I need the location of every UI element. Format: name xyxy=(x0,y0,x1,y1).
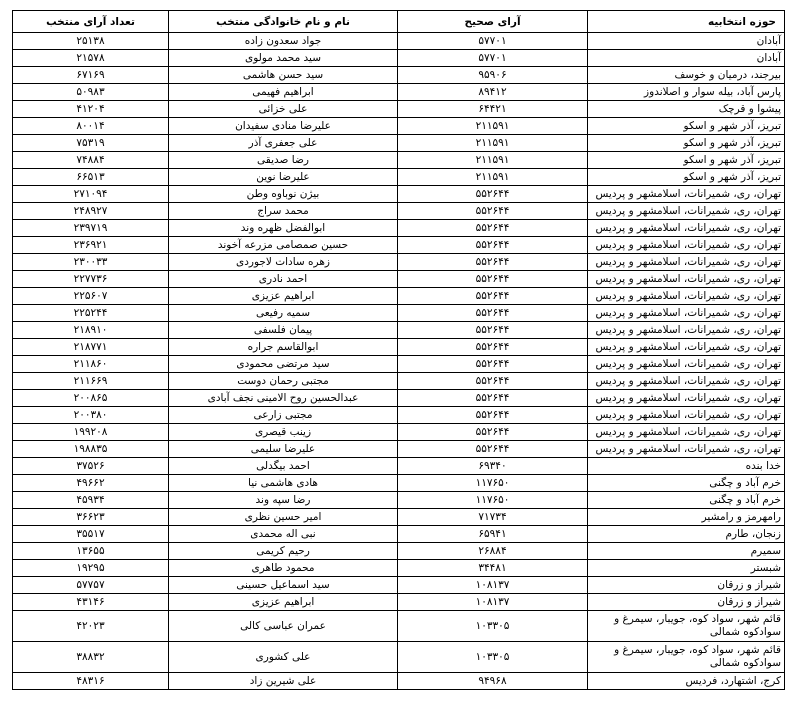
table-row xyxy=(13,186,785,203)
cell-candidate: سید محمد مولوی xyxy=(169,50,398,67)
cell-candidate: احمد بیگدلی xyxy=(169,458,398,475)
cell-candidate: محمد سراج xyxy=(169,203,398,220)
cell-district: تهران، ری، شمیرانات، اسلامشهر و پردیس xyxy=(588,186,785,203)
cell-district: تهران، ری، شمیرانات، اسلامشهر و پردیس xyxy=(588,288,785,305)
cell-candidate: نبی اله محمدی xyxy=(169,526,398,543)
cell-candidate-votes: ۲۳۰۰۳۳ xyxy=(13,254,169,271)
cell-candidate-votes: ۲۰۰۸۶۵ xyxy=(13,390,169,407)
table-row xyxy=(13,33,785,50)
table-row xyxy=(13,577,785,594)
cell-candidate-votes: ۵۷۷۵۷ xyxy=(13,577,169,594)
cell-district: تهران، ری، شمیرانات، اسلامشهر و پردیس xyxy=(588,390,785,407)
cell-candidate: رضا صدیقی xyxy=(169,152,398,169)
cell-candidate-votes: ۲۱۸۹۱۰ xyxy=(13,322,169,339)
header-row xyxy=(13,11,785,33)
table-row xyxy=(13,271,785,288)
cell-candidate: زهره سادات لاجوردی xyxy=(169,254,398,271)
cell-district: قائم شهر، سواد کوه، جویبار، سیمرغ و سوادکوه شمالی xyxy=(588,642,785,673)
cell-candidate: علی کشوری xyxy=(169,642,398,673)
cell-district: تبریز، آذر شهر و اسکو xyxy=(588,152,785,169)
table-row xyxy=(13,101,785,118)
cell-valid-votes: ۲۱۱۵۹۱ xyxy=(398,135,588,152)
table-row xyxy=(13,509,785,526)
cell-candidate-votes: ۲۱۱۸۶۰ xyxy=(13,356,169,373)
cell-candidate-votes: ۳۵۵۱۷ xyxy=(13,526,169,543)
table-row xyxy=(13,594,785,611)
table-row xyxy=(13,203,785,220)
cell-district: تهران، ری، شمیرانات، اسلامشهر و پردیس xyxy=(588,237,785,254)
cell-valid-votes: ۶۴۴۲۱ xyxy=(398,101,588,118)
cell-district: آبادان xyxy=(588,50,785,67)
cell-candidate: ابراهیم عزیزی xyxy=(169,594,398,611)
cell-candidate-votes: ۵۰۹۸۳ xyxy=(13,84,169,101)
cell-district: سمیرم xyxy=(588,543,785,560)
cell-candidate-votes: ۲۳۶۹۲۱ xyxy=(13,237,169,254)
table-row xyxy=(13,84,785,101)
cell-district: رامهرمز و رامشیر xyxy=(588,509,785,526)
cell-candidate-votes: ۳۸۸۳۲ xyxy=(13,642,169,673)
cell-district: تهران، ری، شمیرانات، اسلامشهر و پردیس xyxy=(588,254,785,271)
cell-district: آبادان xyxy=(588,33,785,50)
cell-valid-votes: ۵۷۷۰۱ xyxy=(398,50,588,67)
table-row xyxy=(13,254,785,271)
table-row xyxy=(13,543,785,560)
cell-valid-votes: ۵۵۲۶۴۴ xyxy=(398,288,588,305)
cell-candidate: زینب قیصری xyxy=(169,424,398,441)
cell-district: شبستر xyxy=(588,560,785,577)
cell-candidate-votes: ۴۳۱۴۶ xyxy=(13,594,169,611)
table-row xyxy=(13,356,785,373)
cell-valid-votes: ۵۵۲۶۴۴ xyxy=(398,322,588,339)
cell-valid-votes: ۱۱۷۶۵۰ xyxy=(398,492,588,509)
cell-district: تبریز، آذر شهر و اسکو xyxy=(588,169,785,186)
cell-valid-votes: ۵۵۲۶۴۴ xyxy=(398,271,588,288)
cell-candidate-votes: ۴۲۰۲۳ xyxy=(13,611,169,642)
cell-valid-votes: ۵۵۲۶۴۴ xyxy=(398,339,588,356)
table-row xyxy=(13,407,785,424)
cell-district: تهران، ری، شمیرانات، اسلامشهر و پردیس xyxy=(588,305,785,322)
cell-candidate-votes: ۴۸۳۱۶ xyxy=(13,673,169,690)
table-row xyxy=(13,169,785,186)
cell-valid-votes: ۲۱۱۵۹۱ xyxy=(398,118,588,135)
cell-district: تهران، ری، شمیرانات، اسلامشهر و پردیس xyxy=(588,356,785,373)
cell-candidate: علی شیرین زاد xyxy=(169,673,398,690)
table-row xyxy=(13,220,785,237)
cell-candidate-votes: ۲۰۰۳۸۰ xyxy=(13,407,169,424)
cell-district: تبریز، آذر شهر و اسکو xyxy=(588,135,785,152)
cell-candidate: مجتبی زارعی xyxy=(169,407,398,424)
cell-valid-votes: ۹۵۹۰۶ xyxy=(398,67,588,84)
cell-candidate-votes: ۲۱۱۶۶۹ xyxy=(13,373,169,390)
table-row xyxy=(13,611,785,642)
cell-valid-votes: ۵۵۲۶۴۴ xyxy=(398,407,588,424)
cell-candidate-votes: ۲۴۸۹۲۷ xyxy=(13,203,169,220)
table-row xyxy=(13,424,785,441)
cell-valid-votes: ۵۵۲۶۴۴ xyxy=(398,186,588,203)
cell-district: خدا بنده xyxy=(588,458,785,475)
cell-candidate: سید مرتضی محمودی xyxy=(169,356,398,373)
table-row xyxy=(13,322,785,339)
results-table xyxy=(12,10,785,690)
cell-candidate: رحیم کریمی xyxy=(169,543,398,560)
table-row xyxy=(13,560,785,577)
cell-district: تبریز، آذر شهر و اسکو xyxy=(588,118,785,135)
table-row xyxy=(13,441,785,458)
cell-valid-votes: ۶۹۳۴۰ xyxy=(398,458,588,475)
table-row xyxy=(13,492,785,509)
cell-candidate: بیژن نوباوه وطن xyxy=(169,186,398,203)
cell-candidate: مجتبی رحمان دوست xyxy=(169,373,398,390)
cell-candidate-votes: ۱۹۲۹۵ xyxy=(13,560,169,577)
cell-candidate: ابوالفضل ظهره وند xyxy=(169,220,398,237)
cell-district: تهران، ری، شمیرانات، اسلامشهر و پردیس xyxy=(588,271,785,288)
cell-valid-votes: ۱۰۸۱۳۷ xyxy=(398,577,588,594)
cell-district: زنجان، طارم xyxy=(588,526,785,543)
cell-candidate: علی جعفری آذر xyxy=(169,135,398,152)
cell-candidate-votes: ۱۹۹۲۰۸ xyxy=(13,424,169,441)
cell-district: خرم آباد و چگنی xyxy=(588,475,785,492)
cell-valid-votes: ۱۰۳۳۰۵ xyxy=(398,611,588,642)
cell-valid-votes: ۲۱۱۵۹۱ xyxy=(398,152,588,169)
table-row xyxy=(13,67,785,84)
table-row xyxy=(13,118,785,135)
table-row xyxy=(13,475,785,492)
cell-candidate: سمیه رفیعی xyxy=(169,305,398,322)
cell-candidate: ابوالقاسم جراره xyxy=(169,339,398,356)
cell-valid-votes: ۵۵۲۶۴۴ xyxy=(398,305,588,322)
cell-district: تهران، ری، شمیرانات، اسلامشهر و پردیس xyxy=(588,322,785,339)
cell-valid-votes: ۵۵۲۶۴۴ xyxy=(398,237,588,254)
table-row xyxy=(13,50,785,67)
cell-candidate: امیر حسین نظری xyxy=(169,509,398,526)
cell-district: خرم آباد و چگنی xyxy=(588,492,785,509)
cell-candidate-votes: ۲۱۵۷۸ xyxy=(13,50,169,67)
cell-candidate: سید اسماعیل حسینی xyxy=(169,577,398,594)
cell-district: تهران، ری، شمیرانات، اسلامشهر و پردیس xyxy=(588,407,785,424)
cell-candidate: ابراهیم عزیزی xyxy=(169,288,398,305)
header-candidate-votes: تعداد آرای منتخب xyxy=(13,11,169,33)
cell-candidate-votes: ۲۲۷۷۳۶ xyxy=(13,271,169,288)
header-valid-votes: آرای صحیح xyxy=(398,11,588,33)
table-row xyxy=(13,135,785,152)
cell-candidate-votes: ۷۵۳۱۹ xyxy=(13,135,169,152)
cell-district: پارس آباد، بیله سوار و اصلاندوز xyxy=(588,84,785,101)
cell-candidate-votes: ۳۷۵۲۶ xyxy=(13,458,169,475)
header-district: حوزه انتخابیه xyxy=(588,11,785,33)
cell-candidate: علیرضا سلیمی xyxy=(169,441,398,458)
cell-valid-votes: ۹۴۹۶۸ xyxy=(398,673,588,690)
cell-candidate-votes: ۴۵۹۳۴ xyxy=(13,492,169,509)
cell-candidate: علی خزائی xyxy=(169,101,398,118)
table-row xyxy=(13,339,785,356)
table-row xyxy=(13,390,785,407)
cell-valid-votes: ۲۶۸۸۴ xyxy=(398,543,588,560)
cell-candidate: سید حسن هاشمی xyxy=(169,67,398,84)
cell-candidate-votes: ۴۱۲۰۴ xyxy=(13,101,169,118)
cell-candidate: علیرضا نوین xyxy=(169,169,398,186)
cell-valid-votes: ۵۵۲۶۴۴ xyxy=(398,373,588,390)
table-row xyxy=(13,305,785,322)
cell-valid-votes: ۵۵۲۶۴۴ xyxy=(398,254,588,271)
cell-valid-votes: ۳۴۴۸۱ xyxy=(398,560,588,577)
cell-candidate-votes: ۲۲۵۶۰۷ xyxy=(13,288,169,305)
cell-district: بیرجند، درمیان و خوسف xyxy=(588,67,785,84)
cell-valid-votes: ۵۵۲۶۴۴ xyxy=(398,356,588,373)
cell-valid-votes: ۵۷۷۰۱ xyxy=(398,33,588,50)
cell-district: تهران، ری، شمیرانات، اسلامشهر و پردیس xyxy=(588,203,785,220)
cell-district: قائم شهر، سواد کوه، جویبار، سیمرغ و سوادکوه شمالی xyxy=(588,611,785,642)
cell-candidate-votes: ۲۳۹۷۱۹ xyxy=(13,220,169,237)
cell-valid-votes: ۸۹۴۱۲ xyxy=(398,84,588,101)
cell-candidate-votes: ۸۰۰۱۴ xyxy=(13,118,169,135)
cell-valid-votes: ۵۵۲۶۴۴ xyxy=(398,220,588,237)
cell-candidate-votes: ۱۳۶۵۵ xyxy=(13,543,169,560)
table-row xyxy=(13,373,785,390)
cell-valid-votes: ۵۵۲۶۴۴ xyxy=(398,203,588,220)
cell-candidate-votes: ۲۱۸۷۷۱ xyxy=(13,339,169,356)
cell-valid-votes: ۵۵۲۶۴۴ xyxy=(398,424,588,441)
cell-candidate-votes: ۲۵۱۳۸ xyxy=(13,33,169,50)
cell-district: کرج، اشتهارد، فردیس xyxy=(588,673,785,690)
cell-candidate: پیمان فلسفی xyxy=(169,322,398,339)
cell-candidate-votes: ۱۹۸۸۳۵ xyxy=(13,441,169,458)
cell-candidate-votes: ۲۷۱۰۹۴ xyxy=(13,186,169,203)
cell-candidate: عمران عباسی کالی xyxy=(169,611,398,642)
cell-candidate: رضا سپه وند xyxy=(169,492,398,509)
cell-district: تهران، ری، شمیرانات، اسلامشهر و پردیس xyxy=(588,220,785,237)
cell-valid-votes: ۱۰۳۳۰۵ xyxy=(398,642,588,673)
cell-valid-votes: ۵۵۲۶۴۴ xyxy=(398,441,588,458)
cell-candidate: حسین صمصامی مزرعه آخوند xyxy=(169,237,398,254)
cell-candidate-votes: ۶۶۵۱۳ xyxy=(13,169,169,186)
cell-district: تهران، ری، شمیرانات، اسلامشهر و پردیس xyxy=(588,339,785,356)
table-row xyxy=(13,458,785,475)
cell-candidate-votes: ۶۷۱۶۹ xyxy=(13,67,169,84)
table-row xyxy=(13,237,785,254)
cell-candidate: ابراهیم فهیمی xyxy=(169,84,398,101)
cell-valid-votes: ۲۱۱۵۹۱ xyxy=(398,169,588,186)
cell-district: تهران، ری، شمیرانات، اسلامشهر و پردیس xyxy=(588,424,785,441)
table-row xyxy=(13,673,785,690)
cell-valid-votes: ۶۵۹۴۱ xyxy=(398,526,588,543)
cell-valid-votes: ۱۰۸۱۳۷ xyxy=(398,594,588,611)
cell-candidate: هادی هاشمی نیا xyxy=(169,475,398,492)
cell-candidate: احمد نادری xyxy=(169,271,398,288)
cell-district: تهران، ری، شمیرانات، اسلامشهر و پردیس xyxy=(588,373,785,390)
cell-district: تهران، ری، شمیرانات، اسلامشهر و پردیس xyxy=(588,441,785,458)
cell-district: شیراز و زرقان xyxy=(588,577,785,594)
cell-valid-votes: ۷۱۷۳۴ xyxy=(398,509,588,526)
cell-district: پیشوا و قرچک xyxy=(588,101,785,118)
table-row xyxy=(13,526,785,543)
cell-valid-votes: ۵۵۲۶۴۴ xyxy=(398,390,588,407)
cell-candidate: عبدالحسین روح الامینی نجف آبادی xyxy=(169,390,398,407)
cell-candidate-votes: ۷۴۸۸۴ xyxy=(13,152,169,169)
cell-candidate: محمود طاهری xyxy=(169,560,398,577)
cell-candidate-votes: ۲۲۵۲۴۴ xyxy=(13,305,169,322)
cell-candidate-votes: ۳۶۶۲۳ xyxy=(13,509,169,526)
cell-candidate-votes: ۴۹۶۶۲ xyxy=(13,475,169,492)
cell-district: شیراز و زرقان xyxy=(588,594,785,611)
cell-candidate: جواد سعدون زاده xyxy=(169,33,398,50)
table-row xyxy=(13,642,785,673)
cell-valid-votes: ۱۱۷۶۵۰ xyxy=(398,475,588,492)
table-row xyxy=(13,288,785,305)
cell-candidate: علیرضا منادی سفیدان xyxy=(169,118,398,135)
header-candidate: نام و نام خانوادگی منتخب xyxy=(169,11,398,33)
table-row xyxy=(13,152,785,169)
